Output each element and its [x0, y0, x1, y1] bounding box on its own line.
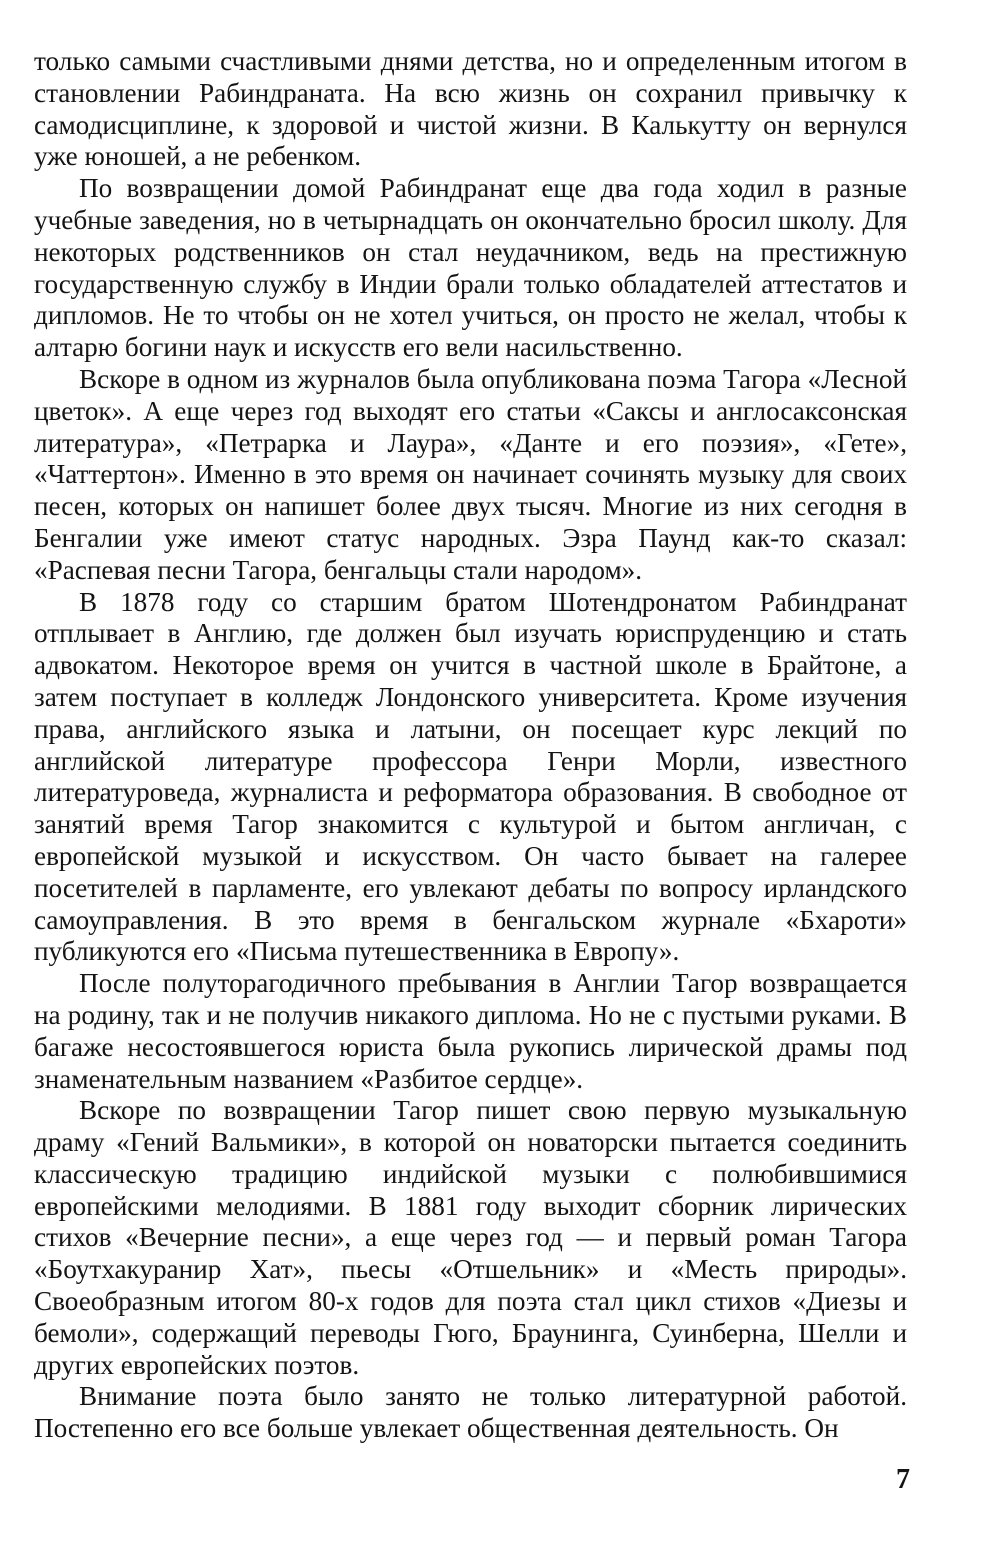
paragraph-3: Вскоре в одном из журналов была опубликована поэма Тагора «Лесной цветок». А еще через год выходят его статьи «Саксы и англосаксонская литература», «Петрарка и Лаура», «Данте и его поэзия», «Гете», «Чаттертон». Именно в это время он начинает сочинять музыку для своих песен, которых он напишет более двух тысяч. Многие из них сегодня в Бенгалии уже имеют статус народных. Эзра Паунд как-то сказал: «Распевая песни Тагора, бенгальцы стали народом». — [34, 363, 907, 585]
paragraph-5: После полуторагодичного пребывания в Англии Тагор возвращается на родину, так и не получив никакого диплома. Но не с пустыми руками. В багаже несостоявшегося юриста была рукопись лирической драмы под знаменательным названием «Разбитое сердце». — [34, 968, 907, 1094]
page-number: 7 — [896, 1464, 910, 1495]
paragraph-1: только самыми счастливыми днями детства, но и определенным итогом в становлении Рабиндраната. На всю жизнь он сохранил привычку к самодисциплине, к здоровой и чистой жизни. В Калькутту он вернулся уже юношей, а не ребенком. — [34, 46, 907, 172]
body-text — [34, 46, 907, 1445]
paragraph-4: В 1878 году со старшим братом Шотендронатом Рабиндранат отплывает в Англию, где должен был изучать юриспруденцию и стать адвокатом. Некоторое время он учится в частной школе в Брайтоне, а затем поступает в колледж Лондонского университета. Кроме изучения права, английского языка и латыни, он посещает курс лекций по английской литературе профессора Генри Морли, известного литературоведа, журналиста и реформатора образования. В свободное от занятий время Тагор знакомится с культурой и бытом англичан, с европейской музыкой и искусством. Он часто бывает на галерее посетителей в парламенте, его увлекают дебаты по вопросу ирландского самоуправления. В это время в бенгальском журнале «Бхароти» публикуются его «Письма путешественника в Европу». — [34, 586, 907, 967]
paragraph-2: По возвращении домой Рабиндранат еще два года ходил в разные учебные заведения, но в четырнадцать он окончательно бросил школу. Для некоторых родственников он стал неудачником, ведь на престижную государственную службу в Индии брали только обладателей аттестатов и дипломов. Не то чтобы он не хотел учиться, он просто не желал, чтобы к алтарю богини наук и искусств его вели насильственно. — [34, 173, 907, 363]
paragraph-6: Вскоре по возвращении Тагор пишет свою первую музыкальную драму «Гений Вальмики», в которой он новаторски пытается соединить классическую традицию индийской музыки с полюбившимися европейскими мелодиями. В 1881 году выходит сборник лирических стихов «Вечерние песни», а еще через год — и первый роман Тагора «Боутхакуранир Хат», пьесы «Отшельник» и «Месть природы». Своеобразным итогом 80-х годов для поэта стал цикл стихов «Диезы и бемоли», содержащий переводы Гюго, Браунинга, Суинберна, Шелли и других европейских поэтов. — [34, 1095, 907, 1380]
paragraph-7: Внимание поэта было занято не только литературной работой. Постепенно его все больше увлекает общественная деятельность. Он — [34, 1381, 907, 1444]
